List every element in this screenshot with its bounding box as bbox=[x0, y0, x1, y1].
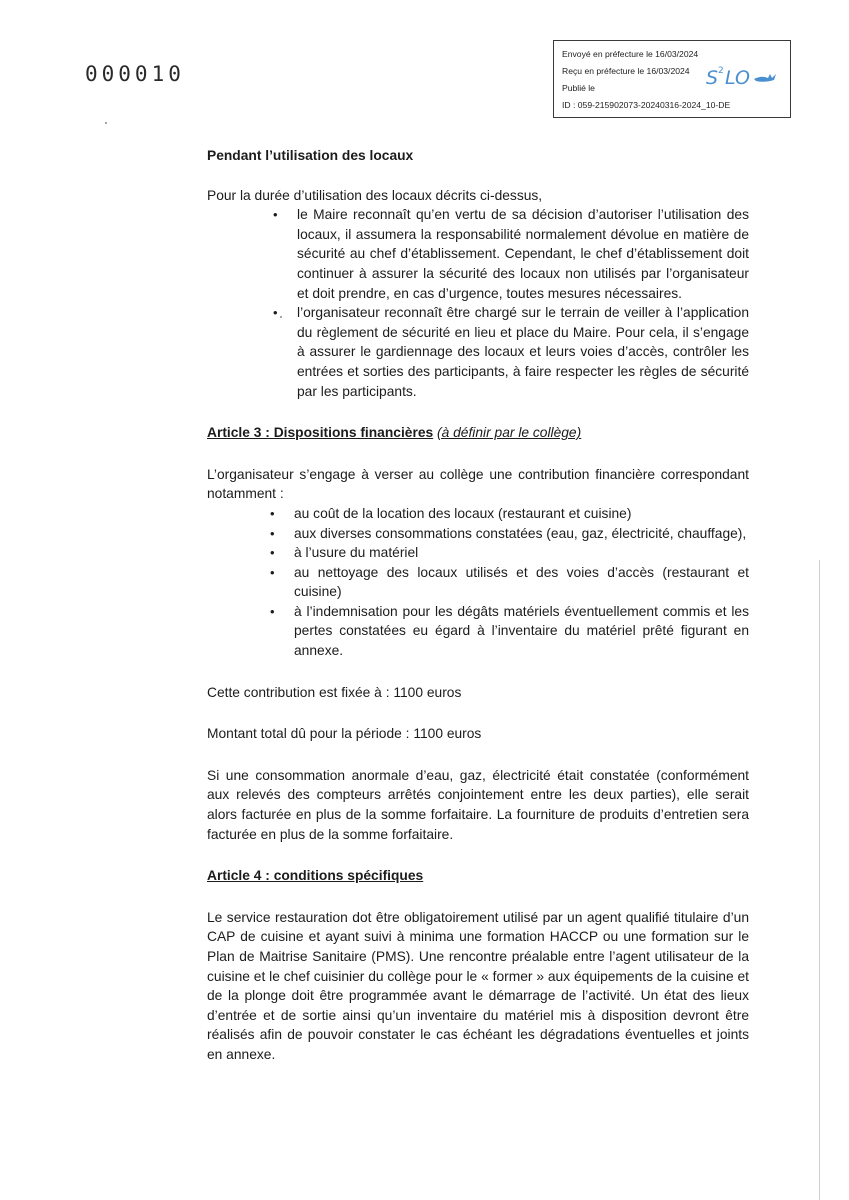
abnormal-consumption-paragraph: Si une consommation anormale d’eau, gaz, électricité était constatée (conformément aux relevés des compteurs arrêtés conjointement entre les deux parties), elle serait alors facturée en plus de la somme forfaitaire. La fourniture de produits d’entretien sera facturée en plus de la somme forfaitaire. bbox=[207, 767, 749, 842]
list-item: • à l’indemnisation pour les dégâts matériels éventuellement commis et les pertes constatées eu égard à l’inventaire du matériel prêté figurant en annexe. bbox=[294, 602, 749, 661]
stamp-received-date: Reçu en préfecture le 16/03/2024 bbox=[562, 66, 690, 76]
article-4-heading bbox=[207, 866, 749, 886]
svg-text:S: S bbox=[706, 67, 719, 89]
contribution-amount: Cette contribution est fixée à : 1100 euros bbox=[207, 684, 462, 700]
usage-bullet-list bbox=[297, 205, 749, 401]
article-4-title: Article 4 : conditions spécifiques bbox=[207, 868, 424, 884]
total-amount: Montant total dû pour la période : 1100 euros bbox=[207, 726, 482, 742]
section-usage-intro: Pour la durée d’utilisation des locaux décrits ci-dessus, bbox=[207, 187, 543, 203]
svg-text:2: 2 bbox=[718, 66, 724, 76]
stamp-id: ID : 059-215902073-20240316-2024_10-DE bbox=[562, 100, 731, 110]
stamp-sent-date: Envoyé en préfecture le 16/03/2024 bbox=[562, 49, 699, 59]
article-3-bullet-list bbox=[294, 504, 749, 661]
section-usage-heading: Pendant l’utilisation des locaux bbox=[207, 148, 414, 163]
article-4-paragraph: Le service restauration dot être obligatoirement utilisé par un agent qualifié titulaire d’un CAP de cuisine et ayant suivi à minima une formation HACCP ou une formation sur le Plan de Maitrise Sanitaire (PMS). Une rencontre préalable entre l’agent utilisateur de la cuisine et le chef cuisinier du collège pour le « former » aux équipements de la cuisine et de la plonge doit être programmée avant le démarrage de l’activité. Un état des lieux d’entrée et de sortie ainsi qu’un inventaire du matériel mis à disposition devront être réalisés afin de pouvoir constater le cas échéant les dégradations éventuelles et joints en annexe. bbox=[207, 909, 749, 1062]
list-item: • au coût de la location des locaux (restaurant et cuisine) bbox=[294, 504, 749, 524]
stamp-published: Publié le bbox=[562, 83, 595, 93]
svg-text:LO: LO bbox=[725, 67, 750, 89]
scan-edge-line bbox=[819, 560, 820, 1200]
article-3-title: Article 3 : Dispositions financières bbox=[207, 425, 434, 441]
scan-speck bbox=[105, 122, 107, 124]
prefecture-stamp bbox=[553, 40, 791, 118]
scan-speck bbox=[280, 316, 282, 318]
document-body bbox=[207, 146, 749, 1065]
list-item: • aux diverses consommations constatées (eau, gaz, électricité, chauffage), bbox=[294, 524, 749, 544]
list-item: • au nettoyage des locaux utilisés et des voies d’accès (restaurant et cuisine) bbox=[294, 563, 749, 602]
article-3-note: (à définir par le collège) bbox=[437, 425, 582, 441]
document-number: 000010 bbox=[85, 62, 185, 86]
list-item: • l’organisateur reconnaît être chargé sur le terrain de veiller à l’application du règlement de sécurité en lieu et place du Maire. Pour cela, il s’engage à assurer le gardiennage des locaux et leurs voies d’accès, contrôler les entrées et sorties des participants, à faire respecter les règles de sécurité par les participants. bbox=[297, 303, 749, 401]
s2lo-logo-icon bbox=[704, 63, 782, 91]
list-item: • le Maire reconnaît qu’en vertu de sa décision d’autoriser l’utilisation des locaux, il assumera la responsabilité normalement dévolue en matière de sécurité au chef d’établissement. Cependant, le chef d’établissement doit continuer à assurer la sécurité des locaux non utilisés par l’organisateur et doit prendre, en cas d’urgence, toutes mesures nécessaires. bbox=[297, 205, 749, 303]
article-3-heading bbox=[207, 423, 749, 443]
article-3-intro: L’organisateur s’engage à verser au collège une contribution financière correspondant notamment : bbox=[207, 466, 749, 502]
list-item: • à l’usure du matériel bbox=[294, 543, 749, 563]
